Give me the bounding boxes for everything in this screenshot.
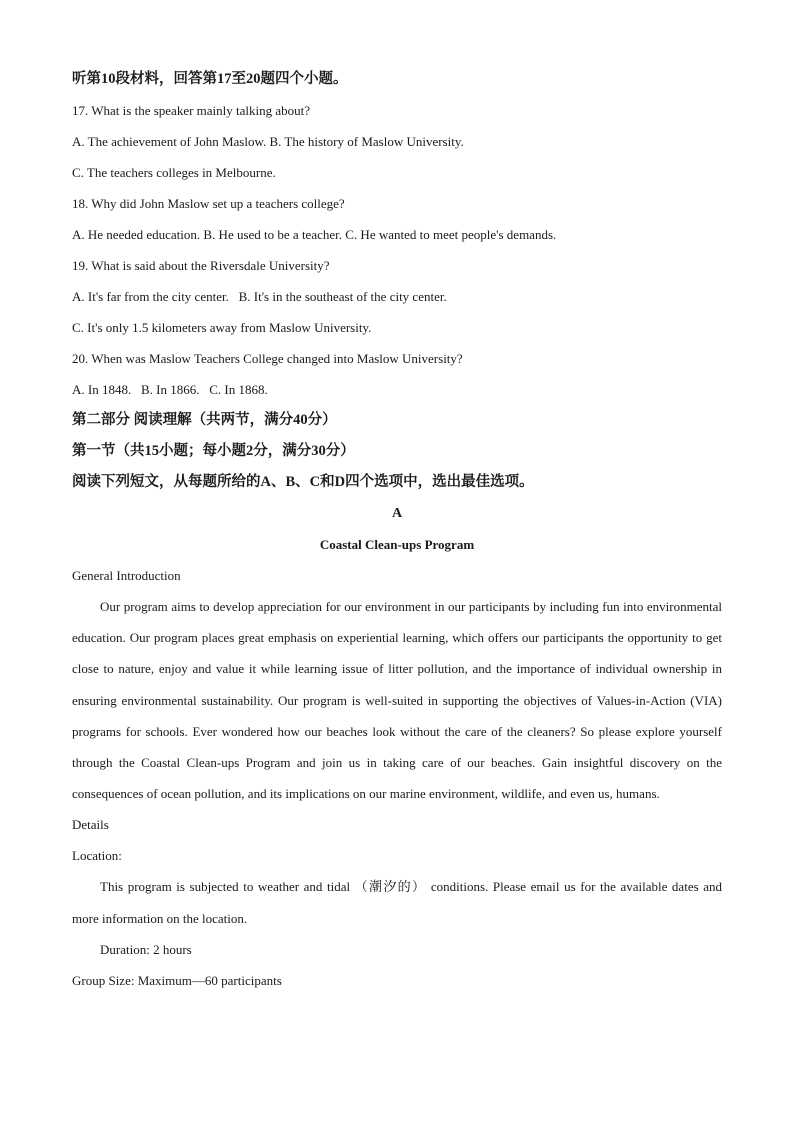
general-introduction-heading: General Introduction <box>72 568 181 583</box>
question-19-options-2: C. It's only 1.5 kilometers away from Maslow University. <box>72 320 372 335</box>
exam-page <box>72 64 722 996</box>
listening-instruction: 听第10段材料，回答第17至20题四个小题。 <box>72 71 348 87</box>
reading-part-title: 第二部分 阅读理解（共两节，满分40分） <box>72 412 337 428</box>
reading-instruction: 阅读下列短文，从每题所给的A、B、C和D四个选项中，选出最佳选项。 <box>72 474 534 490</box>
location-paragraph: This program is subjected to weather and tidal （潮汐的） conditions. Please email us for the available dates and more information on the location. <box>72 879 722 926</box>
passage-letter: A <box>391 506 403 521</box>
intro-paragraph: Our program aims to develop appreciation for our environment in our participants by including fun into environmental education. Our program places great emphasis on experiential learning, which offers our participants the opportunity to get close to nature, enjoy and value it while learning issue of litter pollution, and the importance of individual ownership in ensuring environmental sustainability. Our program is well-suited in supporting the objectives of Values-in-Action (VIA) programs for schools. Ever wondered how our beaches look without the care of the cleaners? So please explore yourself through the Coastal Clean-ups Program and join us in taking care of our beaches. Gain insightful discovery on the consequences of ocean pollution, and its implications on our marine environment, wildlife, and even us, humans. <box>72 599 722 802</box>
location-heading: Location: <box>72 848 122 864</box>
question-18: 18. Why did John Maslow set up a teachers college? <box>72 196 345 211</box>
passage-title: Coastal Clean-ups Program <box>319 537 475 552</box>
question-19: 19. What is said about the Riversdale University? <box>72 258 330 273</box>
reading-section-title: 第一节（共15小题；每小题2分，满分30分） <box>72 443 355 459</box>
question-19-options-1: A. It's far from the city center. B. It's in the southeast of the city center. <box>72 289 447 304</box>
duration-line: Duration: 2 hours <box>100 941 192 957</box>
question-20: 20. When was Maslow Teachers College changed into Maslow University? <box>72 351 463 366</box>
question-18-options: A. He needed education. B. He used to be a teacher. C. He wanted to meet people's demands. <box>72 227 557 242</box>
details-heading: Details <box>72 817 109 833</box>
question-17-options-2: C. The teachers colleges in Melbourne. <box>72 165 276 180</box>
question-17-options-1: A. The achievement of John Maslow. B. The history of Maslow University. <box>72 134 464 149</box>
question-20-options: A. In 1848. B. In 1866. C. In 1868. <box>72 382 268 397</box>
group-size-line: Group Size: Maximum—60 participants <box>72 972 282 988</box>
question-17: 17. What is the speaker mainly talking about? <box>72 103 311 118</box>
